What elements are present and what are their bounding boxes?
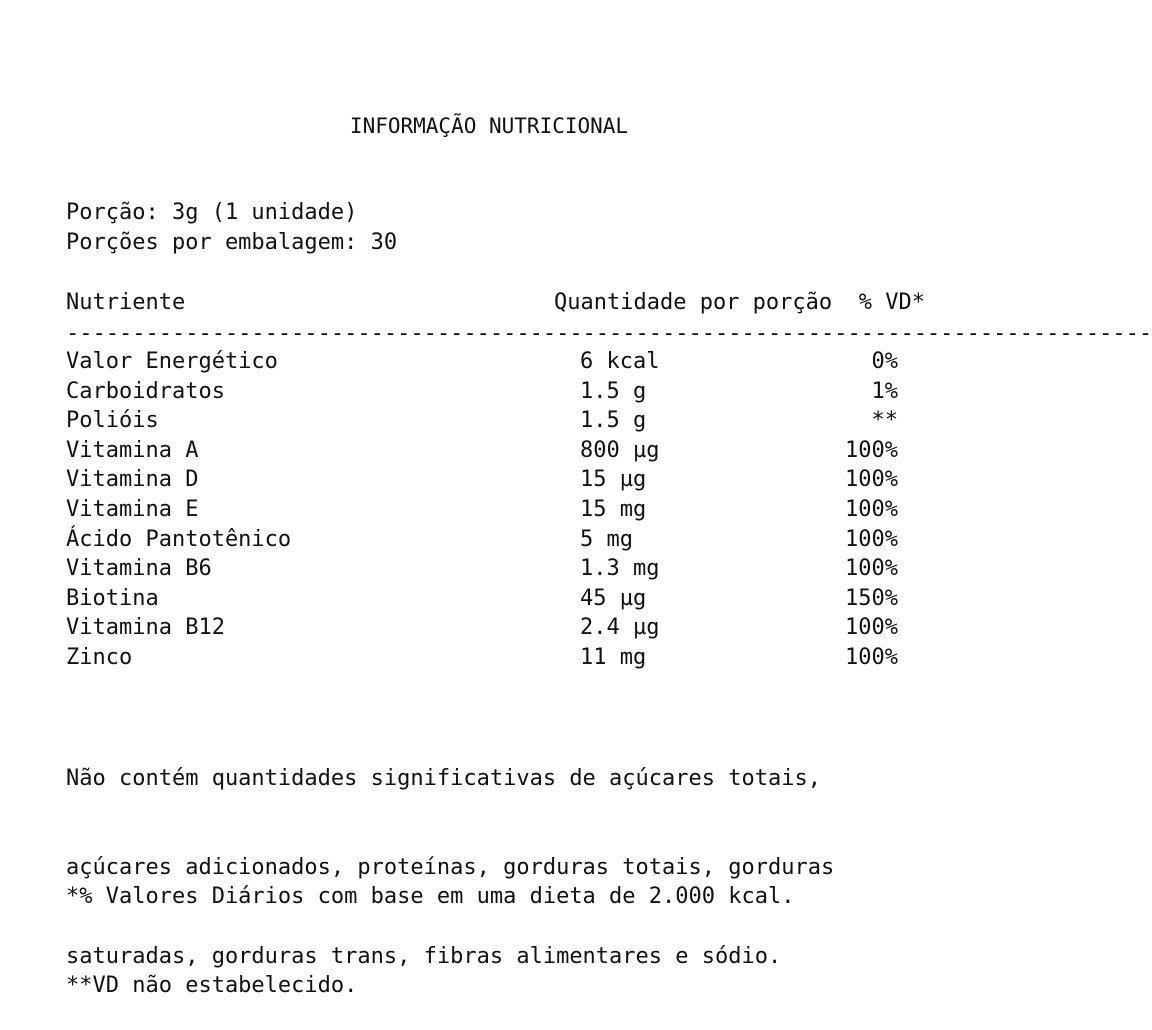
nutrient-vd: 0% [871,349,898,374]
nutrient-quantity: 1.5 g [580,408,647,434]
nutrient-quantity: 6 kcal [580,349,660,374]
nutrient-quantity: 15 µg [580,467,647,493]
nutrient-name: Zinco [66,644,133,670]
nutrient-quantity: 800 µg [580,437,660,463]
table-row [0,407,1000,437]
nutrient-quantity: 5 mg [580,526,633,552]
portions-per-package: Porções por embalagem: 30 [66,230,398,255]
header-quantity: Quantidade por porção [554,290,833,315]
nutrient-vd: 100% [845,496,898,522]
nutrient-vd: 100% [845,556,898,582]
table-row [0,614,1000,644]
nutrient-vd: 100% [845,467,898,493]
footnote-daily-values: *% Valores Diários com base em uma dieta de 2.000 kcal. [66,884,795,910]
nutrient-name: Carboidratos [66,378,225,404]
nutrient-name: Vitamina B6 [66,556,212,582]
nutrient-quantity: 2.4 µg [580,615,660,641]
nutrient-vd: 100% [845,644,898,670]
table-row [0,526,1000,556]
nutrient-name: Ácido Pantotênico [66,526,292,552]
nutrient-quantity: 11 mg [580,644,647,670]
nutrient-name: Vitamina E [66,496,199,522]
table-row [0,555,1000,585]
table-row [0,585,1000,615]
note-line: Não contém quantidades significativas de açúcares totais, [66,766,821,792]
nutrient-vd: 1% [871,378,898,404]
nutrient-quantity: 45 µg [580,585,647,611]
table-row [0,437,1000,467]
nutrient-name: Vitamina B12 [66,615,225,641]
nutrient-name: Valor Energético [66,349,278,374]
nutrient-name: Biotina [66,585,159,611]
nutrient-name: Vitamina A [66,437,199,463]
nutrient-vd: 100% [845,615,898,641]
serving-portion: Porção: 3g (1 unidade) [66,200,358,225]
nutrient-vd: ** [871,408,898,434]
note-line: saturadas, gorduras trans, fibras alimentares e sódio. [66,943,782,969]
table-row [0,644,1000,674]
header-vd: % VD* [858,290,925,315]
header-nutrient: Nutriente [66,290,186,315]
nutrient-quantity: 1.3 mg [580,556,660,582]
table-row [0,348,1000,378]
nutrient-name: Polióis [66,408,159,434]
table-row [0,496,1000,526]
nutrient-quantity: 1.5 g [580,378,647,404]
nutrient-quantity: 15 mg [580,496,647,522]
nutrient-vd: 100% [845,526,898,552]
note-line: açúcares adicionados, proteínas, gorduras totais, gorduras [66,854,835,880]
nutrient-vd: 100% [845,437,898,463]
table-row [0,466,1000,496]
document-title: INFORMAÇÃO NUTRICIONAL [349,114,629,138]
table-separator: ---------------------------------------------------------------------------------- [66,321,1152,346]
footnote-vd-not-established: **VD não estabelecido. [66,972,358,998]
nutrient-vd: 150% [845,585,898,611]
table-row [0,378,1000,408]
footnotes [66,823,966,1030]
nutrient-name: Vitamina D [66,467,199,493]
nutrient-table [0,348,1000,678]
